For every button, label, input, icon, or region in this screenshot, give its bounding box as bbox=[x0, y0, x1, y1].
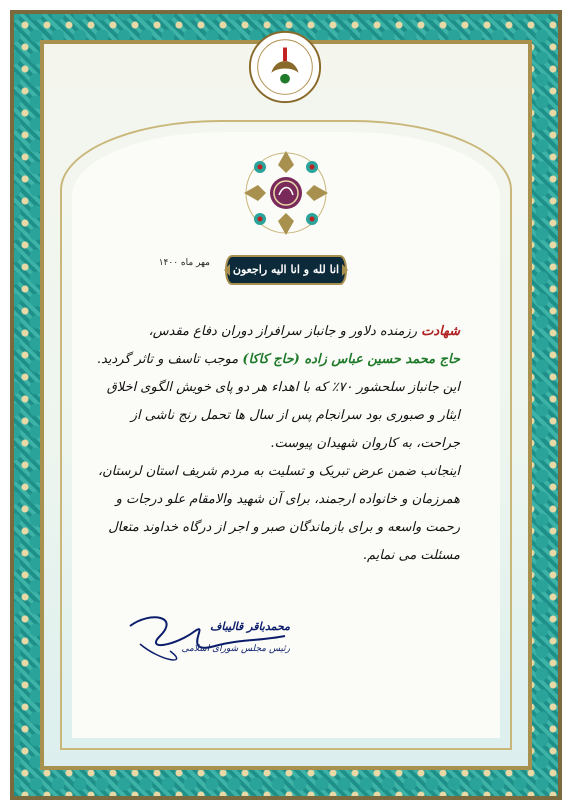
body-line-9: مسئلت می نمایم. bbox=[362, 548, 460, 563]
martyrdom-word: شهادت bbox=[421, 324, 460, 339]
parliament-logo-icon bbox=[246, 28, 324, 106]
martyr-name: حاج محمد حسین عباس زاده (حاج کاکا) bbox=[242, 352, 460, 367]
verse-text: انا لله و انا الیه راجعون bbox=[232, 263, 340, 276]
message-body bbox=[96, 318, 460, 570]
body-line-6: اینجانب ضمن عرض تبریک و تسلیت به مردم شریف استان لرستان، bbox=[97, 464, 460, 479]
body-line-2 bbox=[96, 346, 460, 374]
verse-plate bbox=[222, 254, 350, 286]
signature-scribble-icon bbox=[120, 606, 300, 676]
line2-rest: موجب تاسف و تاثر گردید. bbox=[96, 352, 243, 367]
signatory-title: رئیس مجلس شورای اسلامی bbox=[181, 644, 290, 654]
body-line-4: ایثار و صبوری بود سرانجام پس از سال ها تحمل رنج ناشی از bbox=[130, 408, 460, 423]
body-line-5: جراحت، به کاروان شهیدان پیوست. bbox=[270, 436, 460, 451]
body-line-8: رحمت واسعه و برای بازماندگان صبر و اجر از درگاه خداوند متعال bbox=[108, 520, 460, 535]
body-line-1 bbox=[110, 318, 460, 346]
line1-rest: رزمنده دلاور و جانباز سرافراز دوران دفاع مقدس، bbox=[148, 324, 422, 339]
calligraphy-medallion-icon bbox=[241, 148, 331, 238]
signatory-name: محمدباقر قالیباف bbox=[209, 620, 290, 633]
body-line-7: همرزمان و خانواده ارجمند، برای آن شهید والامقام علو درجات و bbox=[115, 492, 460, 507]
date-label: مهر ماه ۱۴۰۰ bbox=[158, 258, 210, 268]
body-line-3: این جانباز سلحشور ۷۰٪ که با اهداء هر دو پای خویش الگوی اخلاق bbox=[106, 380, 460, 395]
